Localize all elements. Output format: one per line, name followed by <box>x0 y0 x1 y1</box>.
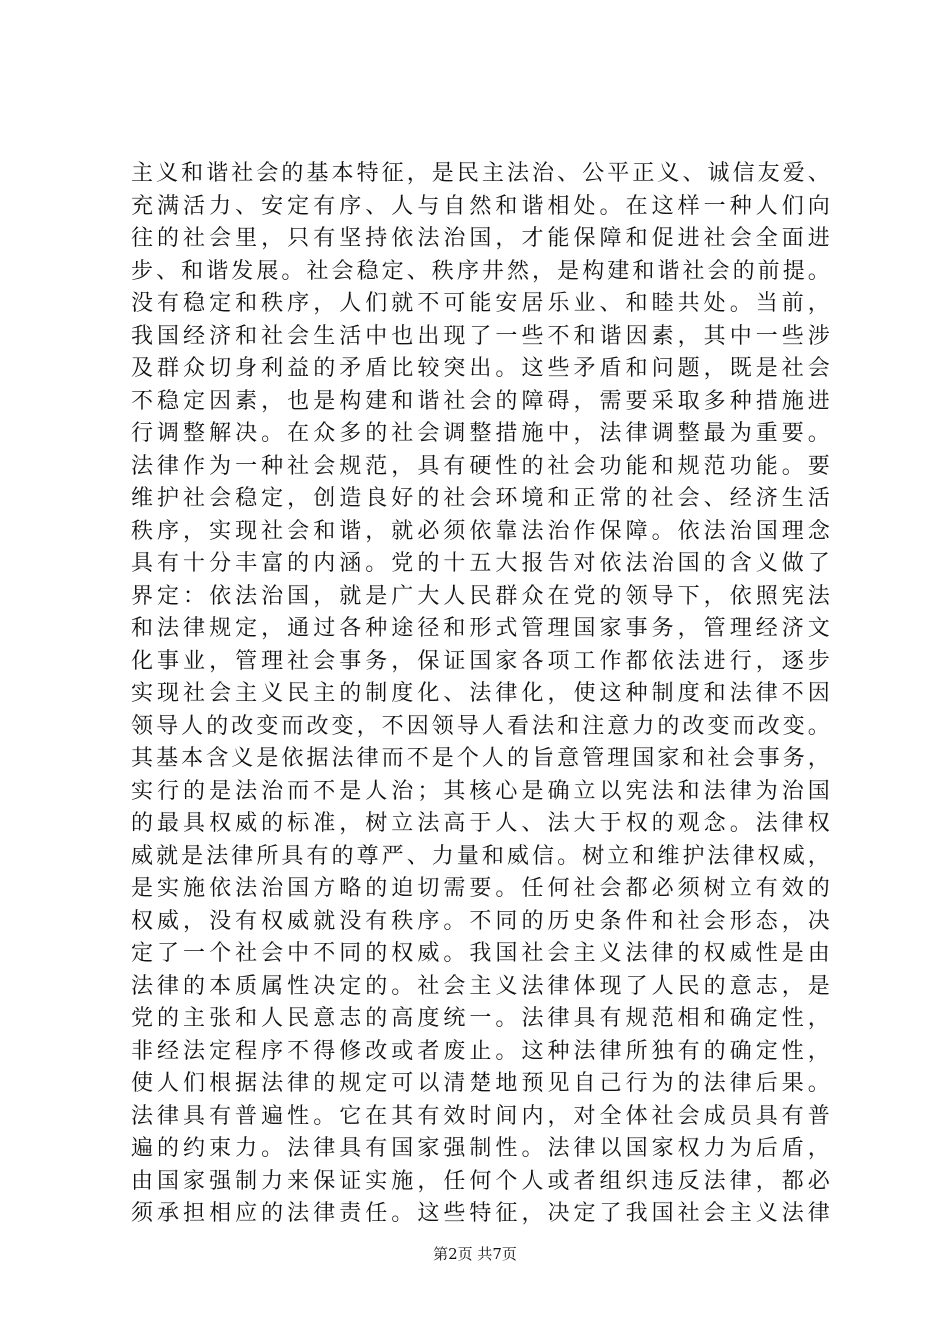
text-line: 由国家强制力来保证实施，任何个人或者组织违反法律，都必 <box>131 1168 831 1194</box>
text-line: 主义和谐社会的基本特征，是民主法治、公平正义、诚信友爱、 <box>131 161 831 186</box>
text-line: 遍的约束力。法律具有国家强制性。法律以国家权力为后盾， <box>131 1136 831 1161</box>
text-line: 充满活力、安定有序、人与自然和谐相处。在这样一种人们向 <box>131 193 831 219</box>
text-line: 威就是法律所具有的尊严、力量和威信。树立和维护法律权威， <box>131 843 831 869</box>
text-line: 界定：依法治国，就是广大人民群众在党的领导下，依照宪法 <box>131 583 831 609</box>
text-line: 具有十分丰富的内涵。党的十五大报告对依法治国的含义做了 <box>131 551 831 576</box>
text-line: 步、和谐发展。社会稳定、秩序井然，是构建和谐社会的前提。 <box>131 258 831 284</box>
text-line: 维护社会稳定，创造良好的社会环境和正常的社会、经济生活 <box>131 486 831 511</box>
text-line: 党的主张和人民意志的高度统一。法律具有规范相和确定性， <box>131 1006 831 1031</box>
text-line: 没有稳定和秩序，人们就不可能安居乐业、和睦共处。当前， <box>131 291 831 316</box>
text-line: 行调整解决。在众多的社会调整措施中，法律调整最为重要。 <box>131 421 831 446</box>
text-line: 其基本含义是依据法律而不是个人的旨意管理国家和社会事务， <box>131 746 831 771</box>
text-line: 是实施依法治国方略的迫切需要。任何社会都必须树立有效的 <box>131 876 831 901</box>
text-line: 法律的本质属性决定的。社会主义法律体现了人民的意志，是 <box>131 973 831 999</box>
text-line: 的最具权威的标准，树立法高于人、法大于权的观念。法律权 <box>131 811 831 836</box>
text-line: 定了一个社会中不同的权威。我国社会主义法律的权威性是由 <box>131 941 831 966</box>
page-footer: 第2页 共7页 <box>433 1245 517 1263</box>
text-line: 实行的是法治而不是人治；其核心是确立以宪法和法律为治国 <box>131 778 831 804</box>
text-line: 须承担相应的法律责任。这些特征，决定了我国社会主义法律 <box>131 1201 831 1226</box>
text-line: 往的社会里，只有坚持依法治国，才能保障和促进社会全面进 <box>131 226 831 251</box>
body-text <box>131 158 831 1231</box>
text-line: 和法律规定，通过各种途径和形式管理国家事务，管理经济文 <box>131 616 831 641</box>
text-line: 不稳定因素，也是构建和谐社会的障碍，需要采取多种措施进 <box>131 388 831 414</box>
text-line: 实现社会主义民主的制度化、法律化，使这种制度和法律不因 <box>131 681 831 706</box>
text-line: 化事业，管理社会事务，保证国家各项工作都依法进行，逐步 <box>131 648 831 674</box>
text-line: 非经法定程序不得修改或者废止。这种法律所独有的确定性， <box>131 1038 831 1064</box>
text-line: 秩序，实现社会和谐，就必须依靠法治作保障。依法治国理念 <box>131 518 831 544</box>
text-line: 使人们根据法律的规定可以清楚地预见自己行为的法律后果。 <box>131 1071 831 1096</box>
text-line: 法律具有普遍性。它在其有效时间内，对全体社会成员具有普 <box>131 1103 831 1129</box>
text-line: 及群众切身利益的矛盾比较突出。这些矛盾和问题，既是社会 <box>131 356 831 381</box>
text-line: 我国经济和社会生活中也出现了一些不和谐因素，其中一些涉 <box>131 323 831 349</box>
text-line: 权威，没有权威就没有秩序。不同的历史条件和社会形态，决 <box>131 908 831 934</box>
text-line: 法律作为一种社会规范，具有硬性的社会功能和规范功能。要 <box>131 453 831 479</box>
text-line: 领导人的改变而改变，不因领导人看法和注意力的改变而改变。 <box>131 713 831 739</box>
